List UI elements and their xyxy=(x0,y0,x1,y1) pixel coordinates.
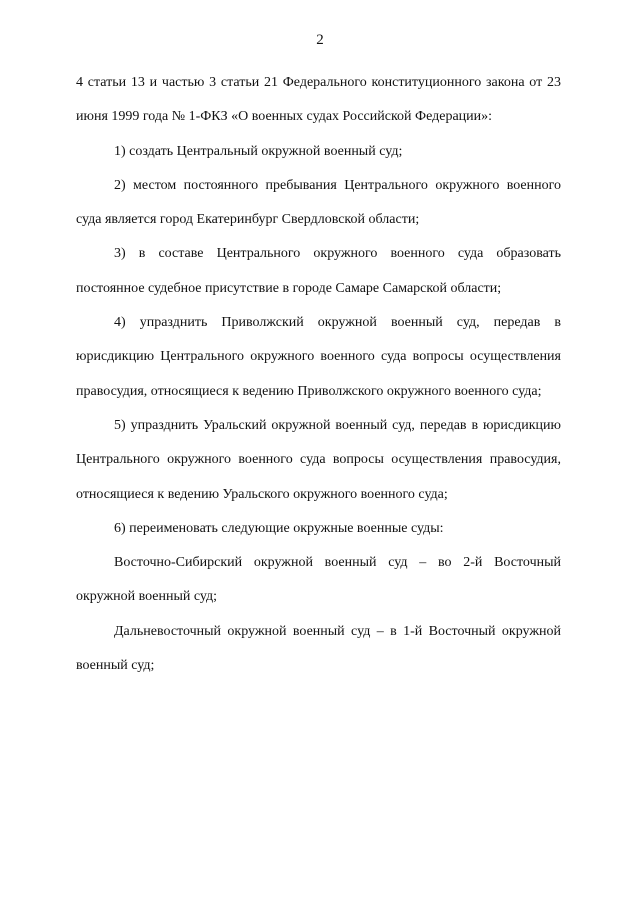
paragraph-law-reference: 4 статьи 13 и частью 3 статьи 21 Федерального конституционного закона от 23 июня 1999 года № 1-ФКЗ «О военных судах Российской Федерации»: xyxy=(76,75,561,125)
paragraph-rename-far-eastern: Дальневосточный окружной военный суд – в 1-й Восточный окружной военный суд; xyxy=(76,623,561,674)
document-body xyxy=(76,66,561,683)
page-number: 2 xyxy=(316,32,324,48)
paragraph-item-3: 3) в составе Центрального окружного военного суда образовать постоянное судебное присутствие в городе Самаре Самарской области; xyxy=(76,246,561,296)
paragraph-item-1: 1) создать Центральный окружной военный суд; xyxy=(114,143,403,159)
paragraph-item-2: 2) местом постоянного пребывания Центрального окружного военного суда является город Екатеринбург Свердловской области; xyxy=(76,177,561,228)
paragraph-item-4: 4) упразднить Приволжский окружной военный суд, передав в юрисдикцию Центрального окружного военного суда вопросы осуществления правосудия, относящиеся к ведению Приволжского окружного военного суда; xyxy=(76,315,561,399)
paragraph-rename-east-siberian: Восточно-Сибирский окружной военный суд – во 2-й Восточный окружной военный суд; xyxy=(76,555,561,605)
paragraph-item-5: 5) упразднить Уральский окружной военный суд, передав в юрисдикцию Центрального окружного военного суда вопросы осуществления правосудия, относящиеся к ведению Уральского окружного военного суда; xyxy=(76,417,561,502)
paragraph-item-6: 6) переименовать следующие окружные военные суды: xyxy=(114,520,444,536)
